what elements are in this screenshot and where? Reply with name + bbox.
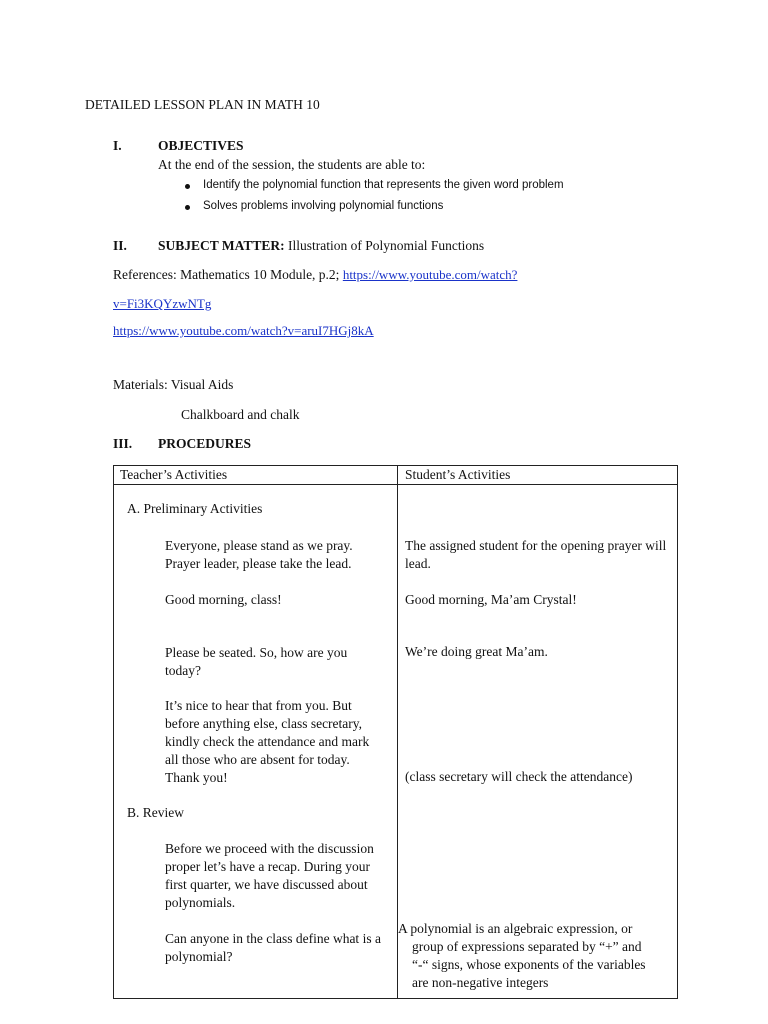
subject-matter-numeral: II. — [113, 238, 127, 253]
procedures-numeral: III. — [113, 436, 133, 451]
student-activity: (class secretary will check the attendance) — [405, 769, 633, 784]
section-heading-review: B. Review — [127, 805, 184, 820]
student-activity: A polynomial is an algebraic expression, or — [398, 921, 633, 936]
objective-item: Solves problems involving polynomial functions — [203, 200, 444, 212]
teacher-activity: Please be seated. So, how are you today? — [165, 645, 348, 678]
teacher-activity: Can anyone in the class define what is a polynomial? — [165, 931, 381, 964]
student-activity: “-“ signs, whose exponents of the variables — [412, 957, 646, 972]
teacher-activity: Good morning, class! — [165, 592, 282, 607]
student-activity: Good morning, Ma’am Crystal! — [405, 592, 577, 607]
teacher-activity: Everyone, please stand as we pray. Prayer leader, please take the lead. — [165, 538, 353, 571]
reference-link-1[interactable]: https://www.youtube.com/watch? — [342, 267, 518, 282]
student-activity: We’re doing great Ma’am. — [405, 644, 548, 659]
student-activity: group of expressions separated by “+” and — [412, 939, 642, 954]
column-header-teacher: Teacher’s Activities — [120, 467, 228, 482]
document-title: DETAILED LESSON PLAN IN MATH 10 — [85, 97, 320, 112]
reference-link-2[interactable]: https://www.youtube.com/watch?v=aruI7HGj8kA — [113, 323, 374, 338]
materials-label: Materials: Visual Aids — [113, 377, 234, 392]
objectives-heading: OBJECTIVES — [158, 138, 244, 153]
section-heading-preliminary: A. Preliminary Activities — [127, 501, 263, 516]
subject-matter-text: Illustration of Polynomial Functions — [288, 238, 485, 253]
subject-matter-line — [158, 238, 484, 254]
objective-item: Identify the polynomial function that represents the given word problem — [203, 179, 564, 191]
references-label: References: Mathematics 10 Module, p.2; — [113, 267, 340, 282]
subject-matter-heading: SUBJECT MATTER: — [158, 238, 285, 253]
table-column-divider — [397, 465, 398, 999]
materials-item: Chalkboard and chalk — [181, 407, 300, 422]
reference-link-1-continued[interactable]: v=Fi3KQYzwNTg — [113, 296, 212, 311]
references-line — [113, 267, 517, 283]
bullet-icon — [185, 184, 190, 189]
table-header-divider — [113, 484, 678, 485]
bullet-icon — [185, 205, 190, 210]
objectives-intro: At the end of the session, the students are able to: — [158, 157, 426, 172]
teacher-activity: Before we proceed with the discussion proper let’s have a recap. During your first quarter, we have discussed about polynomials. — [165, 841, 374, 910]
procedures-heading: PROCEDURES — [158, 436, 252, 451]
student-activity: The assigned student for the opening prayer will lead. — [405, 538, 667, 571]
objectives-numeral: I. — [113, 138, 122, 153]
teacher-activity: It’s nice to hear that from you. But before anything else, class secretary, kindly check the attendance and mark all those who are absent for today. Thank you! — [165, 698, 370, 785]
student-activity: are non-negative integers — [412, 975, 549, 990]
column-header-student: Student’s Activities — [405, 467, 511, 482]
